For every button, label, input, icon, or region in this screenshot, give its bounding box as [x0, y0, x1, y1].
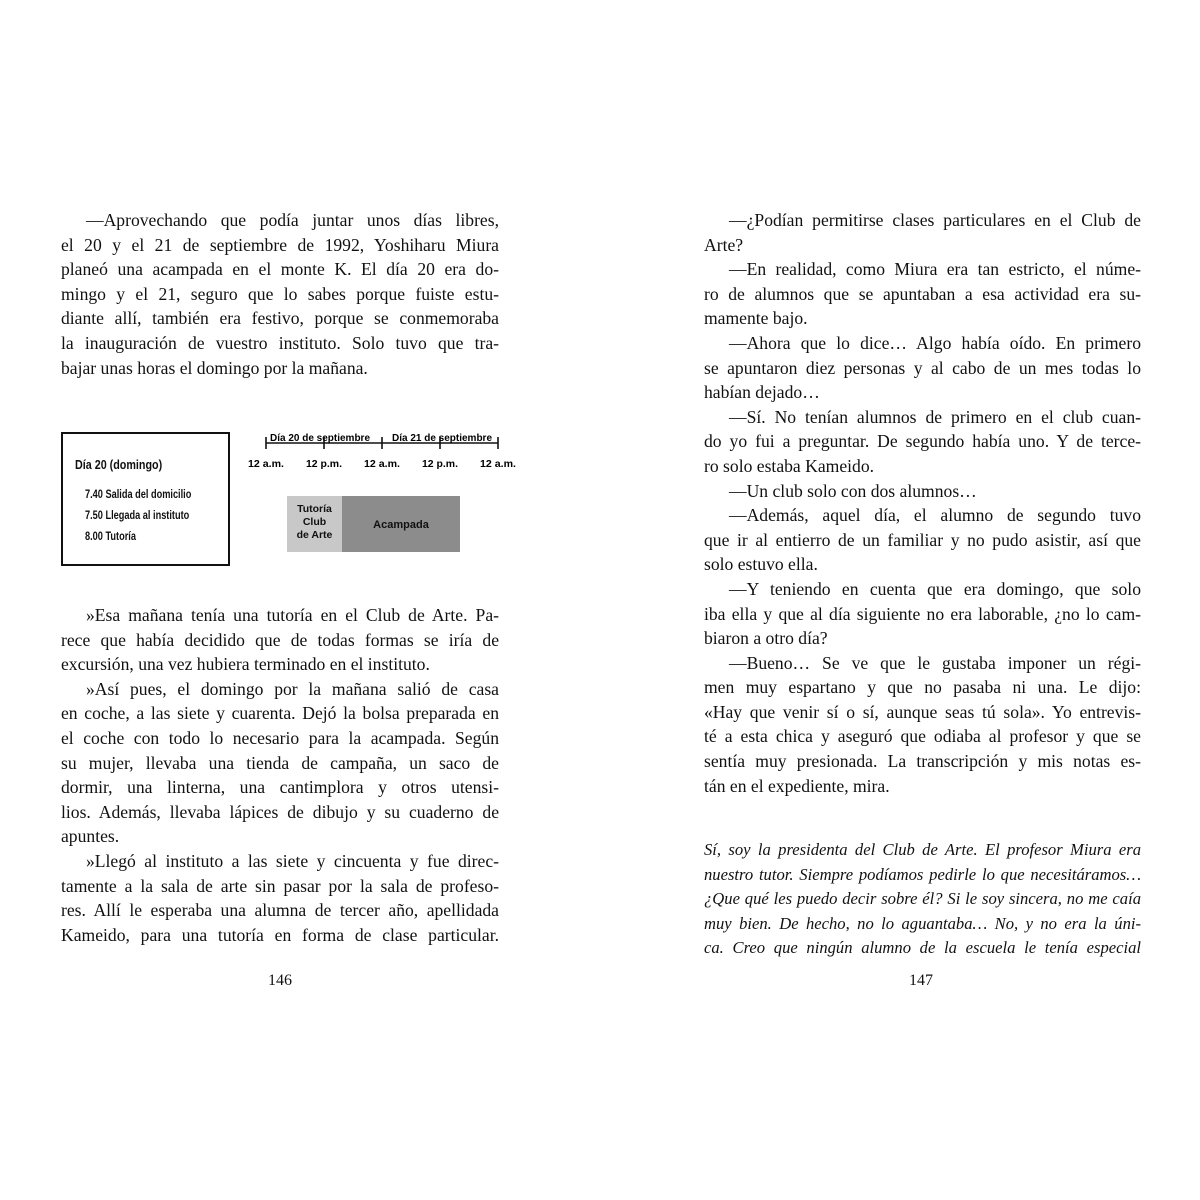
text-line: —Y teniendo en cuenta que era domingo, que solo — [729, 578, 1141, 599]
tick-label: 12 a.m. — [364, 459, 401, 470]
text-line: res. Allí le esperaba una alumna de tercer año, apellidada — [61, 900, 499, 921]
text-line: en coche, a las siete y cuarenta. Dejó la bolsa preparada en — [61, 703, 499, 724]
tick-label: 12 p.m. — [422, 459, 459, 470]
text-line: mingo y el 21, seguro que lo sabes porque fuiste estu- — [61, 283, 499, 304]
text-line: sentía muy presionada. La transcripción y mis notas es- — [704, 751, 1141, 772]
paragraph — [61, 677, 499, 849]
schedule-item: 7.50 Llegada al instituto — [85, 510, 190, 522]
interview-quote — [704, 838, 1141, 961]
text-line: diante allí, también era festivo, porque se conmemoraba — [61, 308, 499, 329]
text-line: —Ahora que lo dice… Algo había oído. En primero — [729, 332, 1141, 353]
text-line: —En realidad, como Miura era tan estricto, el núme- — [729, 259, 1141, 280]
text-line: lios. Además, llevaba lápices de dibujo y su cuaderno de — [61, 801, 499, 822]
text-line: men muy espartano y que no pasaba ni una. Le dijo: — [704, 677, 1141, 698]
schedule-box — [61, 432, 230, 566]
paragraph — [704, 479, 1141, 504]
text-line: ro solo estaba Kameido. — [704, 455, 875, 476]
text-line: el 20 y el 21 de septiembre de 1992, Yoshiharu Miura — [61, 234, 499, 255]
quote-line: ¿Que qué les puedo decir sobre él? Si le soy sincera, no me caía — [704, 889, 1141, 909]
text-line: »Así pues, el domingo por la mañana salió de casa — [86, 678, 499, 699]
text-line: mamente bajo. — [704, 308, 808, 329]
left-text-bottom — [61, 603, 499, 947]
text-line: tamente a la sala de arte sin pasar por la sala de profeso- — [61, 875, 499, 896]
day-label: Día 20 de septiembre — [270, 433, 371, 444]
schedule-title: Día 20 (domingo) — [75, 458, 163, 472]
text-line: solo estuvo ella. — [704, 554, 818, 575]
text-line: do yo fui a preguntar. De segundo había uno. Y de terce- — [704, 431, 1141, 452]
text-line: apuntes. — [61, 826, 120, 847]
paragraph — [61, 849, 499, 947]
text-line: Kameido, para una tutoría en forma de clase particular. — [61, 924, 499, 945]
tutoria-label-line: Tutoría — [297, 503, 332, 515]
tick-label: 12 a.m. — [248, 459, 285, 470]
page-number: 147 — [909, 972, 933, 989]
text-line: »Esa mañana tenía una tutoría en el Club de Arte. Pa- — [86, 605, 499, 625]
text-line: —Sí. No tenían alumnos de primero en el club cuan- — [729, 406, 1141, 427]
text-line: té a esta chica y aseguró que odiaba al profesor y que se — [704, 726, 1141, 747]
paragraph — [704, 503, 1141, 577]
text-line: excursión, una vez hubiera terminado en el instituto. — [61, 654, 430, 675]
quote-paragraph — [704, 838, 1141, 961]
text-line: —Aprovechando que podía juntar unos días libres, — [86, 210, 499, 230]
paragraph — [61, 208, 499, 380]
tutoria-label-line: Club — [302, 516, 327, 528]
tick-label: 12 a.m. — [480, 459, 517, 470]
paragraph — [704, 651, 1141, 799]
text-line: iba ella y que al día siguiente no era laborable, ¿no lo cam- — [704, 603, 1141, 624]
quote-line: nuestro tutor. Siempre podíamos pedirle lo que necesitáramos… — [704, 864, 1141, 884]
text-line: «Hay que venir sí o sí, aunque seas tú sola». Yo entrevis- — [704, 701, 1141, 722]
paragraph — [704, 257, 1141, 331]
text-line: —¿Podían permitirse clases particulares en el Club de — [729, 210, 1141, 230]
text-line: —Un club solo con dos alumnos… — [729, 480, 977, 501]
text-line: Arte? — [704, 234, 744, 255]
quote-line: ca. Creo que ningún alumno de la escuela le tenía especial — [704, 938, 1141, 958]
quote-line: Sí, soy la presidenta del Club de Arte. El profesor Miura era — [704, 840, 1141, 859]
paragraph — [704, 405, 1141, 479]
text-line: rece que había decidido que de todas formas se iría de — [61, 629, 499, 650]
text-line: se apuntaron diez personas y al cabo de un mes todas lo — [704, 357, 1141, 378]
acampada-label: Acampada — [373, 519, 429, 531]
text-line: bajar unas horas el domingo por la mañana. — [61, 357, 368, 378]
text-line: dormir, una linterna, una cantimplora y otros utensi- — [61, 777, 499, 798]
text-line: tán en el expediente, mira. — [704, 775, 890, 796]
paragraph — [61, 603, 499, 677]
quote-line: muy bien. De hecho, no lo aguantaba… No, y no era la úni- — [704, 913, 1141, 933]
right-dialogue — [704, 208, 1141, 798]
text-line: biaron a otro día? — [704, 628, 828, 649]
text-line: —Bueno… Se ve que le gustaba imponer un régi- — [729, 652, 1141, 673]
text-line: —Además, aquel día, el alumno de segundo tuvo — [729, 505, 1141, 526]
paragraph — [704, 577, 1141, 651]
text-line: »Llegó al instituto a las siete y cincuenta y fue direc- — [86, 850, 499, 871]
text-line: planeó una acampada en el monte K. El día 20 era do- — [61, 259, 499, 280]
text-line: el coche con todo lo necesario para la acampada. Según — [61, 727, 499, 748]
schedule-item: 8.00 Tutoría — [85, 531, 136, 543]
left-text-top — [61, 208, 499, 380]
text-line: que ir al entierro de un familiar y no pudo asistir, así que — [704, 529, 1141, 550]
tutoria-label-line: de Arte — [296, 529, 333, 541]
paragraph — [704, 331, 1141, 405]
text-line: su mujer, llevaba una tienda de campaña, un saco de — [61, 752, 499, 773]
tick-label: 12 p.m. — [306, 459, 343, 470]
text-line: la inauguración de vuestro instituto. Solo tuvo que tra- — [61, 332, 499, 353]
timeline-diagram — [236, 428, 536, 558]
day-label: Día 21 de septiembre — [392, 433, 493, 444]
text-line: ro de alumnos que se apuntaban a esa actividad era su- — [704, 283, 1141, 304]
paragraph — [704, 208, 1141, 257]
page-number: 146 — [268, 972, 292, 989]
text-line: habían dejado… — [704, 382, 820, 403]
schedule-item: 7.40 Salida del domicilio — [85, 489, 192, 501]
